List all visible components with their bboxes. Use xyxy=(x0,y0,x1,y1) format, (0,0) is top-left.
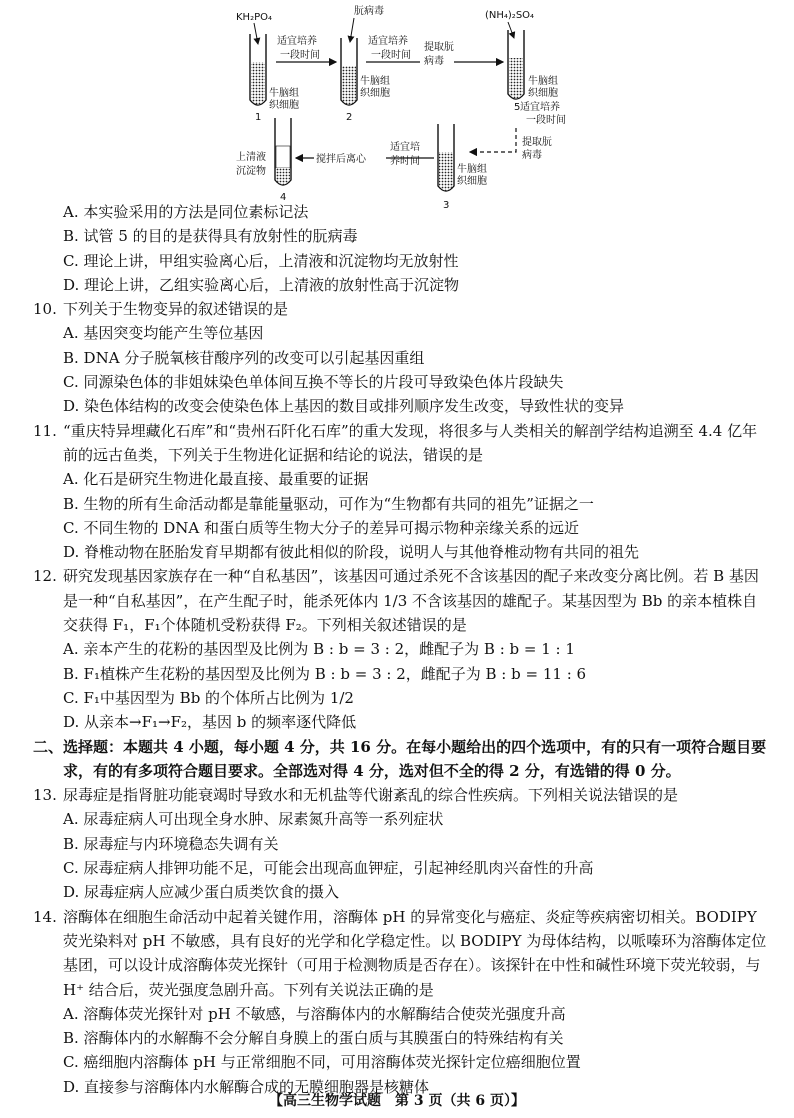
q12-option-b: B. F₁植株产生花粉的基因型及比例为 B : b = 3 : 2，雌配子为 B : b = 11 : 6 xyxy=(63,664,587,683)
q11-number: 11. xyxy=(33,421,57,440)
q9-option-a: A. 本实验采用的方法是同位素标记法 xyxy=(63,203,309,221)
arrow-2-label-line1: 适宜培养 xyxy=(368,36,408,47)
reagent-2-label: 朊病毒 xyxy=(354,6,384,17)
q14-option-a: A. 溶酶体荧光探针对 pH 不敏感，与溶酶体内的水解酶结合使荧光强度升高 xyxy=(63,1004,566,1023)
arrow-1-label-line1: 适宜培养 xyxy=(277,36,317,47)
q12-number: 12. xyxy=(33,567,57,586)
exam-content xyxy=(33,200,769,1099)
q12-stem-text: 研究发现基因家族存在一种“自私基因”，该基因可通过杀死不含该基因的配子来改变分离比例。若 B 基因是一种“自私基因”，在产生配子时，能杀死体内 1/3 不含该基因的雄配子。某基因型为 Bb 的亲本植株自交获得 F₁，F₁个体随机受粉获得 F₂。下列相关叙述错误的是 xyxy=(63,567,759,635)
test-tube-5 xyxy=(508,30,524,99)
q11-stem xyxy=(33,419,769,468)
test-tube-1 xyxy=(250,34,266,105)
tube-5-label-line1: 牛脑组 xyxy=(528,76,558,87)
q9-option-d: D. 理论上讲，乙组实验离心后，上清液的放射性高于沉淀物 xyxy=(63,275,460,294)
q10-number: 10. xyxy=(33,300,57,319)
q13-number: 13. xyxy=(33,786,57,805)
q14-number: 14. xyxy=(33,907,57,926)
reagent-3-arrow xyxy=(508,22,514,38)
q14-stem-text: 溶酶体在细胞生命活动中起着关键作用，溶酶体 pH 的异常变化与癌症、炎症等疾病密切相关。BODIPY 荧光染料对 pH 不敏感，具有良好的光学和化学稳定性。以 BODIPY 为母体结构，以哌嗪环为溶酶体定位基团，可以设计成溶酶体荧光探针（可用于检测物质是否存在）。该探针在中性和碱性环境下荧光较弱，与 H⁺ 结合后，荧光强度急剧升高。下列有关说法正确的是 xyxy=(63,907,767,999)
page-footer: 【高三生物学试题 第 3 页（共 6 页）】 xyxy=(269,1093,525,1109)
tube-3-label-line1: 牛脑组 xyxy=(457,164,487,175)
tube-4-supernatant-label: 上清液 xyxy=(236,152,266,163)
arrow-1-label-line2: 一段时间 xyxy=(280,50,320,61)
section-2-heading: 二、选择题：本题共 4 小题，每小题 4 分，共 16 分。在每小题给出的四个选项中，有的只有一项符合题目要求，有的有多项符合题目要求。全部选对得 4 分，选对但不全的得 2 分，有选错的得 0 分。 xyxy=(33,737,767,780)
arrow-3-4-top-line1: 适宜培 xyxy=(390,142,420,153)
q10-option-a: A. 基因突变均能产生等位基因 xyxy=(63,324,264,343)
q13-stem-text: 尿毒症是指肾脏功能衰竭时导致水和无机盐等代谢紊乱的综合性疾病。下列相关说法错误的是 xyxy=(63,786,679,805)
tube-2-number: 2 xyxy=(346,112,353,123)
q14-stem xyxy=(33,905,769,1002)
tube-3-number: 3 xyxy=(443,200,450,211)
q13-option-d: D. 尿毒症病人应减少蛋白质类饮食的摄入 xyxy=(63,883,340,902)
q12-option-a: A. 亲本产生的花粉的基因型及比例为 B : b = 3 : 2，雌配子为 B : b = 1 : 1 xyxy=(63,640,575,659)
tube-4-sediment-label: 沉淀物 xyxy=(236,166,266,177)
test-tube-3 xyxy=(438,124,454,191)
q11-option-c: C. 不同生物的 DNA 和蛋白质等生物大分子的差异可揭示物种亲缘关系的远近 xyxy=(63,518,580,537)
q14-option-b: B. 溶酶体内的水解酶不会分解自身膜上的蛋白质与其膜蛋白的特殊结构有关 xyxy=(63,1029,564,1048)
reagent-1-arrow xyxy=(254,23,258,44)
tube-5-below-line1: 适宜培养 xyxy=(520,102,560,113)
q11-option-d: D. 脊椎动物在胚胎发育早期都有彼此相似的阶段，说明人与其他脊椎动物有共同的祖先 xyxy=(63,543,640,562)
q14-option-c: C. 癌细胞内溶酶体 pH 与正常细胞不同，可用溶酶体荧光探针定位癌细胞位置 xyxy=(63,1053,581,1072)
reagent-2-arrow xyxy=(350,18,354,42)
q12-option-d: D. 从亲本→F₁→F₂，基因 b 的频率逐代降低 xyxy=(63,713,357,732)
tube-5-below-line2: 一段时间 xyxy=(526,115,566,126)
tube-4-number: 4 xyxy=(280,192,287,203)
q11-option-a: A. 化石是研究生物进化最直接、最重要的证据 xyxy=(63,470,369,489)
tube-1-label-line2: 织细胞 xyxy=(269,100,299,111)
arrow-5-3-label-line2: 病毒 xyxy=(522,150,542,161)
q12-stem xyxy=(33,564,769,637)
tube-2-label-line2: 织细胞 xyxy=(360,88,390,99)
q13-option-c: C. 尿毒症病人排钾功能不足，可能会出现高血钾症，引起神经肌肉兴奋性的升高 xyxy=(63,859,594,878)
q11-option-b: B. 生物的所有生命活动都是靠能量驱动，可作为“生物都有共同的祖先”证据之一 xyxy=(63,494,594,513)
q10-option-c: C. 同源染色体的非姐妹染色单体间互换不等长的片段可导致染色体片段缺失 xyxy=(63,373,564,392)
q9-option-c: C. 理论上讲，甲组实验离心后，上清液和沉淀物均无放射性 xyxy=(63,251,459,270)
q13-option-b: B. 尿毒症与内环境稳态失调有关 xyxy=(63,834,279,853)
q10-stem-text: 下列关于生物变异的叙述错误的是 xyxy=(63,300,289,319)
q14-option-d: D. 直接参与溶酶体内水解酶合成的无膜细胞器是核糖体 xyxy=(63,1077,430,1096)
arrow-5-to-3 xyxy=(470,128,516,152)
arrow-5-3-label-line1: 提取朊 xyxy=(522,137,552,148)
tube-5-label-line2: 织细胞 xyxy=(528,88,558,99)
q12-option-c: C. F₁中基因型为 Bb 的个体所占比例为 1/2 xyxy=(63,688,354,707)
reagent-1-label: KH₂PO₄ xyxy=(236,12,272,23)
q10-stem xyxy=(33,297,769,321)
tube-2-label-line1: 牛脑组 xyxy=(360,76,390,87)
q10-option-d: D. 染色体结构的改变会使染色体上基因的数目或排列顺序发生改变，导致性状的变异 xyxy=(63,397,625,416)
tube-3-label-line2: 织细胞 xyxy=(457,176,487,187)
arrow-2-label-line2: 一段时间 xyxy=(371,50,411,61)
q10-option-b: B. DNA 分子脱氧核苷酸序列的改变可以引起基因重组 xyxy=(63,348,425,367)
reagent-3-label: (NH₄)₂SO₄ xyxy=(485,10,535,21)
test-tube-2 xyxy=(341,38,357,105)
tube-1-number: 1 xyxy=(255,112,262,123)
q11-stem-text: “重庆特异埋藏化石库”和“贵州石阡化石库”的重大发现，将很多与人类相关的解剖学结构追溯至 4.4 亿年前的远古鱼类，下列关于生物进化证据和结论的说法，错误的是 xyxy=(63,421,758,464)
arrow-3-label-line1: 提取朊 xyxy=(424,42,454,53)
test-tube-4 xyxy=(275,118,291,185)
arrow-3-label-line2: 病毒 xyxy=(424,56,444,67)
experiment-diagram xyxy=(0,0,794,228)
q9-option-b: B. 试管 5 的目的是获得具有放射性的朊病毒 xyxy=(63,227,358,246)
tube-1-label-line1: 牛脑组 xyxy=(269,88,299,99)
arrow-3-4-top-line2: 养时间 xyxy=(390,156,420,167)
q13-option-a: A. 尿毒症病人可出现全身水肿、尿素氮升高等一系列症状 xyxy=(63,810,444,829)
tube-5-number: 5 xyxy=(514,102,521,113)
q13-stem xyxy=(33,783,769,807)
arrow-3-4-left-label: 搅拌后离心 xyxy=(316,154,366,165)
